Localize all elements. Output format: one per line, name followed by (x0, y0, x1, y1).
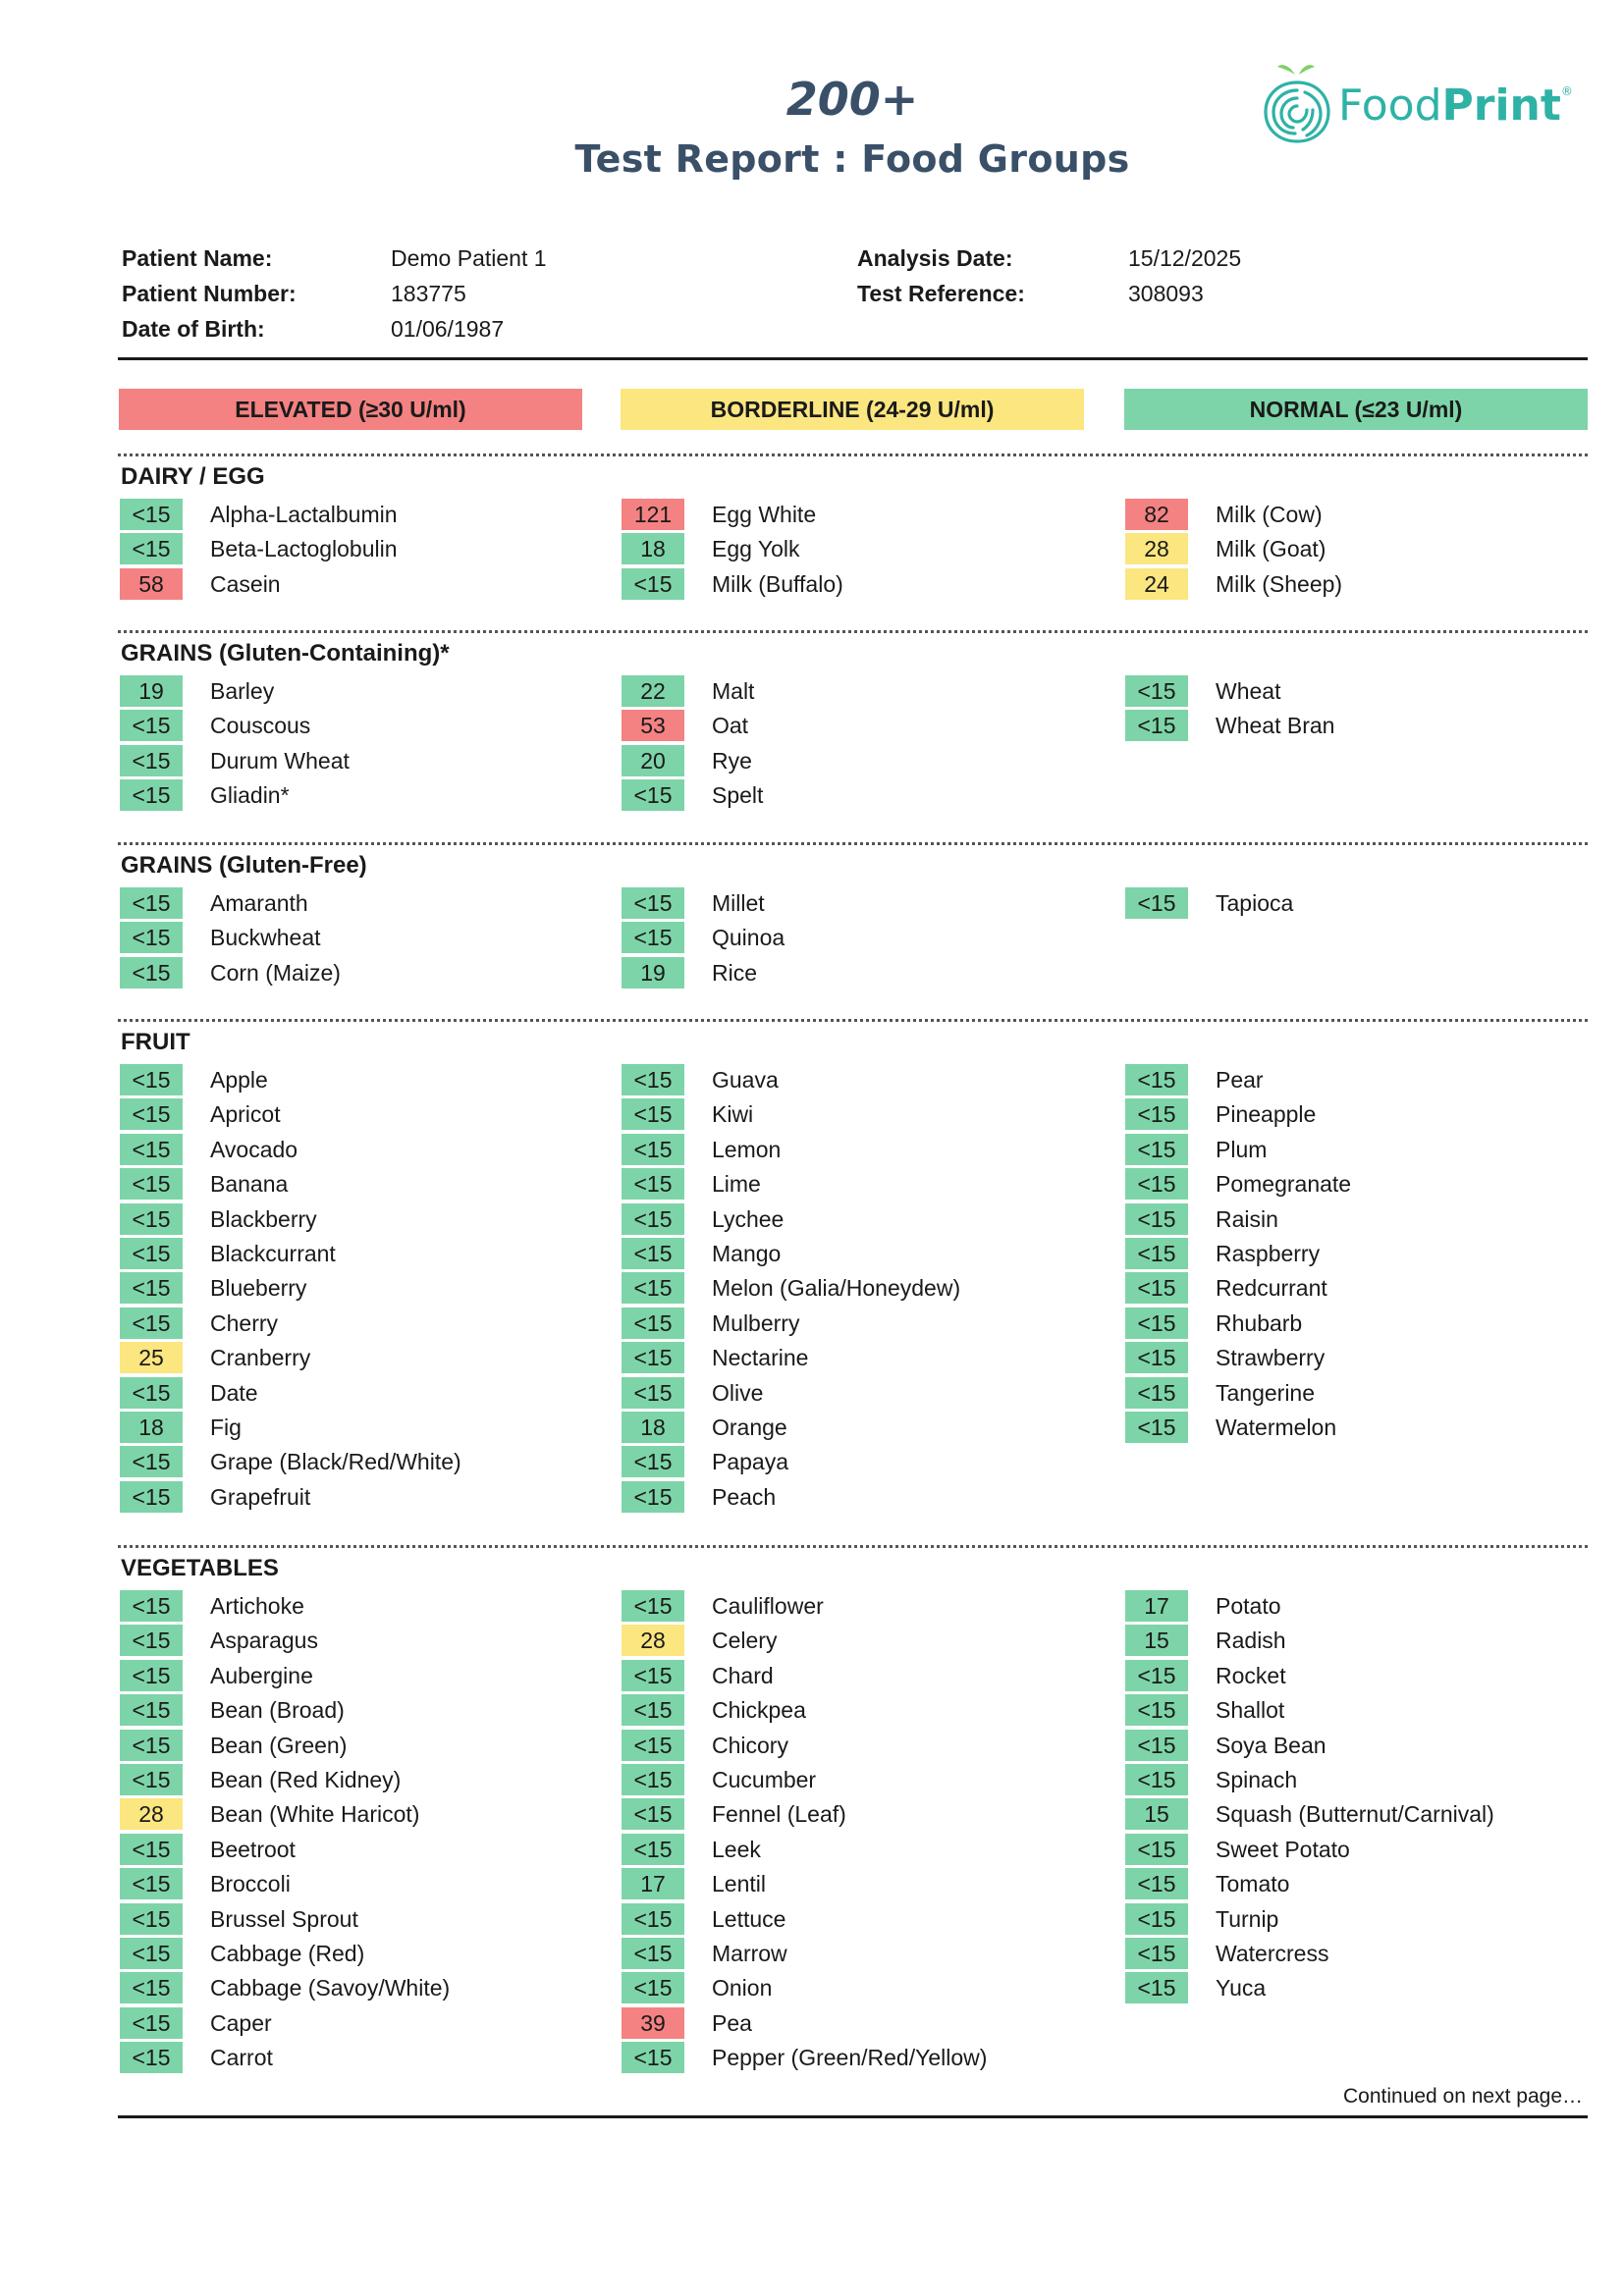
result-badge: <15 (120, 710, 183, 741)
food-name: Peach (712, 1483, 777, 1510)
result-badge: 53 (622, 710, 684, 741)
food-name: Lettuce (712, 1905, 786, 1932)
result-badge: <15 (120, 1203, 183, 1235)
food-name: Radish (1216, 1628, 1286, 1654)
food-name: Wheat (1216, 678, 1281, 704)
test-reference-label: Test Reference: (857, 281, 1025, 306)
food-name: Spinach (1216, 1767, 1298, 1792)
result-badge: <15 (120, 1694, 183, 1726)
food-name: Egg White (712, 502, 817, 527)
section-title: GRAINS (Gluten-Free) (121, 852, 367, 879)
result-badge: <15 (1125, 1064, 1188, 1095)
result-badge: 18 (622, 533, 684, 564)
legend-borderline: BORDERLINE (24-29 U/ml) (621, 389, 1084, 430)
brand-name (1338, 80, 1573, 131)
result-badge: <15 (622, 1238, 684, 1269)
food-name: Melon (Galia/Honeydew) (712, 1275, 961, 1302)
result-badge: 39 (622, 2007, 684, 2039)
footer-divider (118, 2115, 1588, 2118)
food-name: Apricot (210, 1101, 281, 1128)
food-name: Cabbage (Red) (210, 1941, 365, 1966)
food-name: Caper (210, 2009, 272, 2036)
food-name: Watermelon (1216, 1415, 1337, 1440)
result-badge: 17 (622, 1868, 684, 1899)
food-name: Egg Yolk (712, 536, 800, 562)
legend-elevated: ELEVATED (≥30 U/ml) (119, 389, 582, 430)
food-name: Brussel Sprout (210, 1905, 358, 1932)
result-badge: <15 (622, 1098, 684, 1130)
food-name: Nectarine (712, 1345, 809, 1371)
patient-name-label: Patient Name: (122, 245, 273, 271)
food-name: Bean (Broad) (210, 1697, 345, 1724)
food-name: Blueberry (210, 1275, 307, 1302)
food-name: Apple (210, 1067, 268, 1093)
food-name: Cauliflower (712, 1593, 824, 1619)
food-name: Beta-Lactoglobulin (210, 536, 398, 562)
food-name: Millet (712, 890, 765, 916)
food-name: Grape (Black/Red/White) (210, 1449, 461, 1475)
result-badge: <15 (622, 568, 684, 600)
section-title: VEGETABLES (121, 1555, 279, 1581)
result-badge: <15 (622, 779, 684, 811)
legend-normal: NORMAL (≤23 U/ml) (1124, 389, 1588, 430)
food-name: Rocket (1216, 1662, 1286, 1688)
result-badge: <15 (1125, 1308, 1188, 1339)
food-name: Quinoa (712, 925, 785, 951)
food-name: Pomegranate (1216, 1171, 1352, 1198)
result-badge: <15 (120, 1377, 183, 1409)
result-badge: <15 (622, 1134, 684, 1165)
food-name: Squash (Butternut/Carnival) (1216, 1801, 1494, 1828)
result-badge: 28 (622, 1625, 684, 1656)
food-name: Fennel (Leaf) (712, 1801, 846, 1828)
food-name: Chard (712, 1662, 774, 1688)
food-name: Aubergine (210, 1662, 313, 1688)
food-name: Kiwi (712, 1101, 754, 1128)
result-badge: <15 (120, 1834, 183, 1865)
patient-number-label: Patient Number: (122, 281, 297, 306)
patient-name: Demo Patient 1 (391, 245, 547, 271)
food-name: Asparagus (210, 1628, 318, 1654)
result-badge: <15 (622, 1938, 684, 1969)
result-badge: 18 (120, 1412, 183, 1443)
result-badge: <15 (622, 1446, 684, 1477)
result-badge: <15 (622, 1064, 684, 1095)
registered-mark: ® (1560, 84, 1573, 98)
result-badge: <15 (1125, 1238, 1188, 1269)
food-name: Olive (712, 1379, 764, 1406)
result-badge: <15 (120, 922, 183, 953)
food-name: Lentil (712, 1871, 766, 1897)
result-badge: <15 (120, 499, 183, 530)
food-name: Fig (210, 1415, 242, 1440)
food-name: Blackberry (210, 1205, 317, 1232)
result-badge: <15 (622, 1764, 684, 1795)
result-badge: <15 (1125, 1098, 1188, 1130)
food-name: Blackcurrant (210, 1241, 336, 1266)
food-name: Tomato (1216, 1871, 1290, 1897)
result-badge: 28 (1125, 533, 1188, 564)
result-badge: 20 (622, 745, 684, 776)
food-name: Rice (712, 959, 758, 986)
food-name: Wheat Bran (1216, 713, 1335, 739)
food-name: Cherry (210, 1309, 279, 1336)
result-badge: <15 (120, 1168, 183, 1200)
result-badge: <15 (622, 1660, 684, 1691)
result-badge: <15 (622, 887, 684, 919)
section-divider (118, 1019, 1588, 1022)
result-badge: <15 (1125, 887, 1188, 919)
food-name: Oat (712, 713, 749, 739)
result-badge: <15 (120, 1972, 183, 2003)
food-name: Broccoli (210, 1871, 291, 1897)
result-badge: <15 (1125, 1134, 1188, 1165)
food-name: Durum Wheat (210, 747, 350, 774)
food-name: Leek (712, 1836, 761, 1862)
result-badge: <15 (1125, 1377, 1188, 1409)
food-name: Lemon (712, 1136, 782, 1162)
result-badge: <15 (120, 1134, 183, 1165)
result-badge: <15 (120, 1938, 183, 1969)
food-name: Onion (712, 1975, 773, 2002)
result-badge: <15 (1125, 1764, 1188, 1795)
food-name: Couscous (210, 713, 311, 739)
dob-label: Date of Birth: (122, 316, 265, 342)
result-badge: <15 (1125, 1203, 1188, 1235)
result-badge: 82 (1125, 499, 1188, 530)
report-title: 200+ (785, 73, 919, 126)
food-name: Sweet Potato (1216, 1836, 1350, 1862)
result-badge: 19 (622, 957, 684, 988)
food-name: Turnip (1216, 1905, 1279, 1932)
result-badge: <15 (120, 1903, 183, 1935)
food-name: Marrow (712, 1941, 787, 1966)
result-badge: <15 (622, 1168, 684, 1200)
result-badge: <15 (120, 2042, 183, 2073)
result-badge: 25 (120, 1342, 183, 1373)
result-badge: <15 (622, 1342, 684, 1373)
result-badge: <15 (1125, 1412, 1188, 1443)
result-badge: <15 (120, 957, 183, 988)
result-badge: <15 (120, 1064, 183, 1095)
food-name: Shallot (1216, 1697, 1285, 1724)
result-badge: <15 (1125, 1903, 1188, 1935)
result-badge: <15 (622, 1272, 684, 1304)
result-badge: <15 (120, 1868, 183, 1899)
result-badge: <15 (622, 1972, 684, 2003)
food-name: Strawberry (1216, 1345, 1326, 1371)
food-name: Tangerine (1216, 1379, 1316, 1406)
food-name: Chicory (712, 1732, 788, 1758)
result-badge: <15 (1125, 1660, 1188, 1691)
continued-note: Continued on next page… (1342, 2085, 1583, 2108)
fingerprint-apple-icon (1260, 61, 1334, 145)
header-divider (118, 357, 1588, 360)
result-badge: <15 (622, 2042, 684, 2073)
food-name: Buckwheat (210, 925, 321, 951)
result-badge: <15 (120, 745, 183, 776)
result-badge: <15 (622, 1481, 684, 1513)
result-badge: 18 (622, 1412, 684, 1443)
food-name: Pea (712, 2009, 752, 2036)
food-name: Watercress (1216, 1941, 1329, 1966)
result-badge: 15 (1125, 1625, 1188, 1656)
food-name: Guava (712, 1067, 779, 1093)
food-name: Bean (Red Kidney) (210, 1767, 402, 1792)
result-badge: <15 (120, 1625, 183, 1656)
food-name: Cranberry (210, 1345, 311, 1371)
food-name: Carrot (210, 2045, 273, 2071)
result-badge: <15 (1125, 1972, 1188, 2003)
food-name: Mango (712, 1241, 782, 1266)
food-name: Gliadin* (210, 782, 290, 809)
test-reference: 308093 (1128, 281, 1204, 306)
result-badge: <15 (120, 533, 183, 564)
food-name: Amaranth (210, 890, 308, 916)
food-name: Beetroot (210, 1836, 296, 1862)
food-name: Pineapple (1216, 1101, 1317, 1128)
foodprint-logo (1260, 61, 1594, 145)
food-name: Milk (Goat) (1216, 536, 1326, 562)
section-title: DAIRY / EGG (121, 463, 265, 490)
result-badge: 58 (120, 568, 183, 600)
food-name: Milk (Cow) (1216, 502, 1323, 527)
food-name: Malt (712, 678, 755, 704)
food-name: Lychee (712, 1205, 785, 1232)
section-divider (118, 842, 1588, 845)
report-subtitle: Test Report : Food Groups (574, 137, 1130, 181)
result-badge: 17 (1125, 1590, 1188, 1622)
result-badge: <15 (1125, 1694, 1188, 1726)
result-badge: <15 (622, 1590, 684, 1622)
brand-name-part1: Food (1338, 80, 1442, 131)
food-name: Rhubarb (1216, 1309, 1303, 1336)
food-name: Rye (712, 747, 752, 774)
food-name: Redcurrant (1216, 1275, 1327, 1302)
food-name: Raspberry (1216, 1241, 1321, 1266)
result-badge: <15 (1125, 1834, 1188, 1865)
food-name: Papaya (712, 1449, 789, 1475)
result-badge: <15 (1125, 1730, 1188, 1761)
food-name: Chickpea (712, 1697, 806, 1724)
food-name: Grapefruit (210, 1483, 311, 1510)
result-badge: <15 (1125, 1272, 1188, 1304)
result-badge: <15 (622, 1730, 684, 1761)
result-badge: <15 (622, 1903, 684, 1935)
food-name: Milk (Buffalo) (712, 570, 843, 597)
food-name: Celery (712, 1628, 778, 1654)
food-name: Artichoke (210, 1593, 304, 1619)
food-name: Soya Bean (1216, 1732, 1326, 1758)
food-name: Mulberry (712, 1309, 800, 1336)
food-name: Pear (1216, 1067, 1264, 1093)
result-badge: <15 (1125, 710, 1188, 741)
result-badge: 15 (1125, 1798, 1188, 1830)
brand-name-part2: Print (1441, 80, 1561, 131)
result-badge: 19 (120, 675, 183, 707)
result-badge: <15 (1125, 1168, 1188, 1200)
result-badge: <15 (120, 1098, 183, 1130)
section-title: GRAINS (Gluten-Containing)* (121, 640, 450, 667)
analysis-date-label: Analysis Date: (857, 245, 1013, 271)
food-name: Pepper (Green/Red/Yellow) (712, 2045, 988, 2071)
food-name: Corn (Maize) (210, 959, 341, 986)
result-badge: 121 (622, 499, 684, 530)
food-name: Orange (712, 1415, 787, 1440)
result-badge: <15 (622, 1377, 684, 1409)
result-badge: <15 (120, 1660, 183, 1691)
result-badge: <15 (1125, 675, 1188, 707)
section-title: FRUIT (121, 1029, 190, 1055)
result-badge: <15 (120, 1730, 183, 1761)
result-badge: <15 (120, 887, 183, 919)
food-name: Casein (210, 570, 281, 597)
result-badge: <15 (120, 1446, 183, 1477)
food-name: Cabbage (Savoy/White) (210, 1975, 451, 2002)
result-badge: 28 (120, 1798, 183, 1830)
patient-number: 183775 (391, 281, 466, 306)
result-badge: <15 (120, 1590, 183, 1622)
result-badge: <15 (622, 1834, 684, 1865)
result-badge: <15 (622, 1203, 684, 1235)
dob-value: 01/06/1987 (391, 316, 505, 342)
result-badge: 24 (1125, 568, 1188, 600)
food-name: Raisin (1216, 1205, 1278, 1232)
result-badge: <15 (120, 779, 183, 811)
result-badge: <15 (622, 1308, 684, 1339)
section-divider (118, 630, 1588, 633)
food-name: Lime (712, 1171, 761, 1198)
food-name: Date (210, 1379, 258, 1406)
result-badge: <15 (120, 1272, 183, 1304)
food-name: Bean (Green) (210, 1732, 348, 1758)
food-name: Tapioca (1216, 890, 1294, 916)
result-badge: <15 (1125, 1868, 1188, 1899)
food-name: Cucumber (712, 1767, 817, 1792)
result-badge: <15 (1125, 1342, 1188, 1373)
food-name: Spelt (712, 782, 764, 809)
food-name: Plum (1216, 1136, 1268, 1162)
section-divider (118, 454, 1588, 456)
result-badge: <15 (120, 1238, 183, 1269)
result-badge: <15 (120, 1764, 183, 1795)
food-name: Potato (1216, 1593, 1281, 1619)
result-badge: <15 (1125, 1938, 1188, 1969)
result-badge: <15 (120, 2007, 183, 2039)
result-badge: <15 (622, 1798, 684, 1830)
food-name: Avocado (210, 1136, 298, 1162)
result-badge: 22 (622, 675, 684, 707)
result-badge: <15 (622, 922, 684, 953)
food-name: Banana (210, 1171, 289, 1198)
result-badge: <15 (120, 1481, 183, 1513)
food-name: Milk (Sheep) (1216, 570, 1343, 597)
analysis-date: 15/12/2025 (1128, 245, 1242, 271)
food-name: Yuca (1216, 1975, 1267, 2002)
food-name: Barley (210, 678, 275, 704)
food-name: Bean (White Haricot) (210, 1801, 420, 1828)
food-name: Alpha-Lactalbumin (210, 502, 398, 527)
section-divider (118, 1545, 1588, 1548)
result-badge: <15 (120, 1308, 183, 1339)
result-badge: <15 (622, 1694, 684, 1726)
